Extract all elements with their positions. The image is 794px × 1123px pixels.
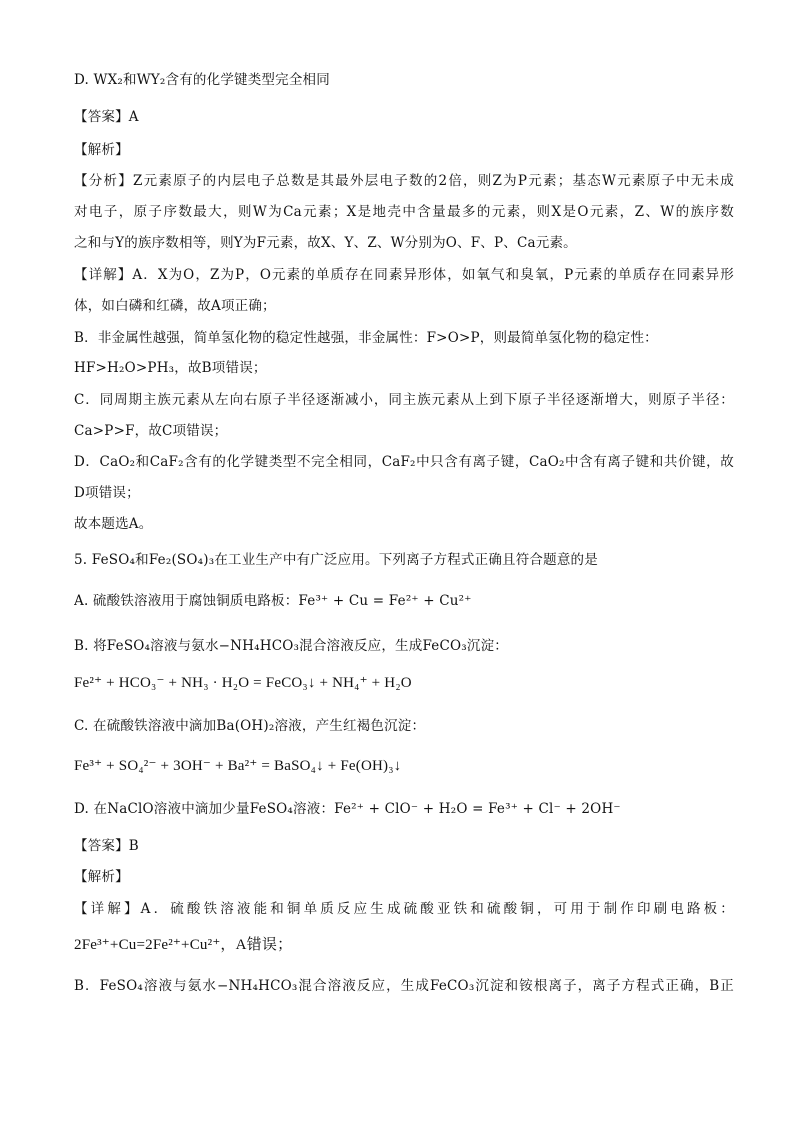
answer-label: 【答案】A: [74, 109, 139, 125]
detail-line-6: Ca>P>F，故C项错误；: [74, 423, 228, 439]
detail-line-4: HF>H₂O>PH₃，故B项错误；: [74, 360, 267, 376]
q5-detail-line-2: 2Fe³⁺+Cu=2Fe²⁺+Cu²⁺，A错误；: [74, 937, 293, 953]
q5-option-c-equation: Fe³⁺ + SO₄²⁻ + 3OH⁻ + Ba²⁺ = BaSO₄↓ + Fe(OH)₃↓: [74, 758, 402, 774]
q5-detail-line-3: B．FeSO₄溶液与氨水−NH₄HCO₃混合溶液反应，生成FeCO₃沉淀和铵根离子，离子方程式正确，B正: [74, 978, 734, 994]
q5-answer-label: 【答案】B: [74, 838, 139, 854]
q5-analysis-label: 【解析】: [74, 869, 129, 885]
detail-line-7: D．CaO₂和CaF₂含有的化学键类型不完全相同，CaF₂中只含有离子键，CaO₂中含有离子键和共价键，故: [74, 454, 734, 470]
detail-line-3: B．非金属性越强，简单氢化物的稳定性越强，非金属性：F>O>P，则最简单氢化物的稳定性：: [74, 330, 658, 346]
conclusion-line: 故本题选A。: [74, 516, 153, 532]
analysis-line-2: 对电子，原子序数最大，则W为Ca元素；X是地壳中含量最多的元素，则X是O元素，Z、W的族序数: [74, 204, 734, 220]
option-d-line: D. WX₂和WY₂含有的化学键类型完全相同: [74, 72, 330, 88]
detail-line-2: 体，如白磷和红磷，故A项正确；: [74, 298, 276, 314]
detail-line-8: D项错误；: [74, 485, 140, 501]
analysis-line-1: 【分析】Z元素原子的内层电子总数是其最外层电子数的2倍，则Z为P元素；基态W元素原子中无未成: [74, 173, 734, 189]
q5-option-c: C. 在硫酸铁溶液中滴加Ba(OH)₂溶液，产生红褐色沉淀：: [74, 718, 426, 734]
question-5-stem: 5. FeSO₄和Fe₂(SO₄)₃在工业生产中有广泛应用。下列离子方程式正确且符合题意的是: [74, 552, 598, 568]
detail-line-5: C．同周期主族元素从左向右原子半径逐渐减小，同主族元素从上到下原子半径逐渐增大，则原子半径：: [74, 392, 734, 408]
q5-option-b: B. 将FeSO₄溶液与氨水−NH₄HCO₃混合溶液反应，生成FeCO₃沉淀：: [74, 638, 508, 654]
analysis-line-3: 之和与Y的族序数相等，则Y为F元素，故X、Y、Z、W分别为O、F、P、Ca元素。: [74, 235, 577, 251]
q5-option-b-equation: Fe²⁺ + HCO₃⁻ + NH₃ · H₂O = FeCO₃↓ + NH₄⁺ + H₂O: [74, 675, 412, 691]
q5-option-a: A. 硫酸铁溶液用于腐蚀铜质电路板：Fe³⁺ + Cu = Fe²⁺ + Cu²⁺: [74, 593, 472, 609]
analysis-label: 【解析】: [74, 142, 129, 158]
q5-option-d: D. 在NaClO溶液中滴加少量FeSO₄溶液：Fe²⁺ + ClO⁻ + H₂O = Fe³⁺ + Cl⁻ + 2OH⁻: [74, 801, 621, 817]
detail-line-1: 【详解】A．X为O，Z为P，O元素的单质存在同素异形体，如氧气和臭氧，P元素的单质存在同素异形: [74, 267, 734, 283]
q5-detail-line-1: 【详解】A．硫酸铁溶液能和铜单质反应生成硫酸亚铁和硫酸铜，可用于制作印刷电路板：: [74, 901, 734, 917]
